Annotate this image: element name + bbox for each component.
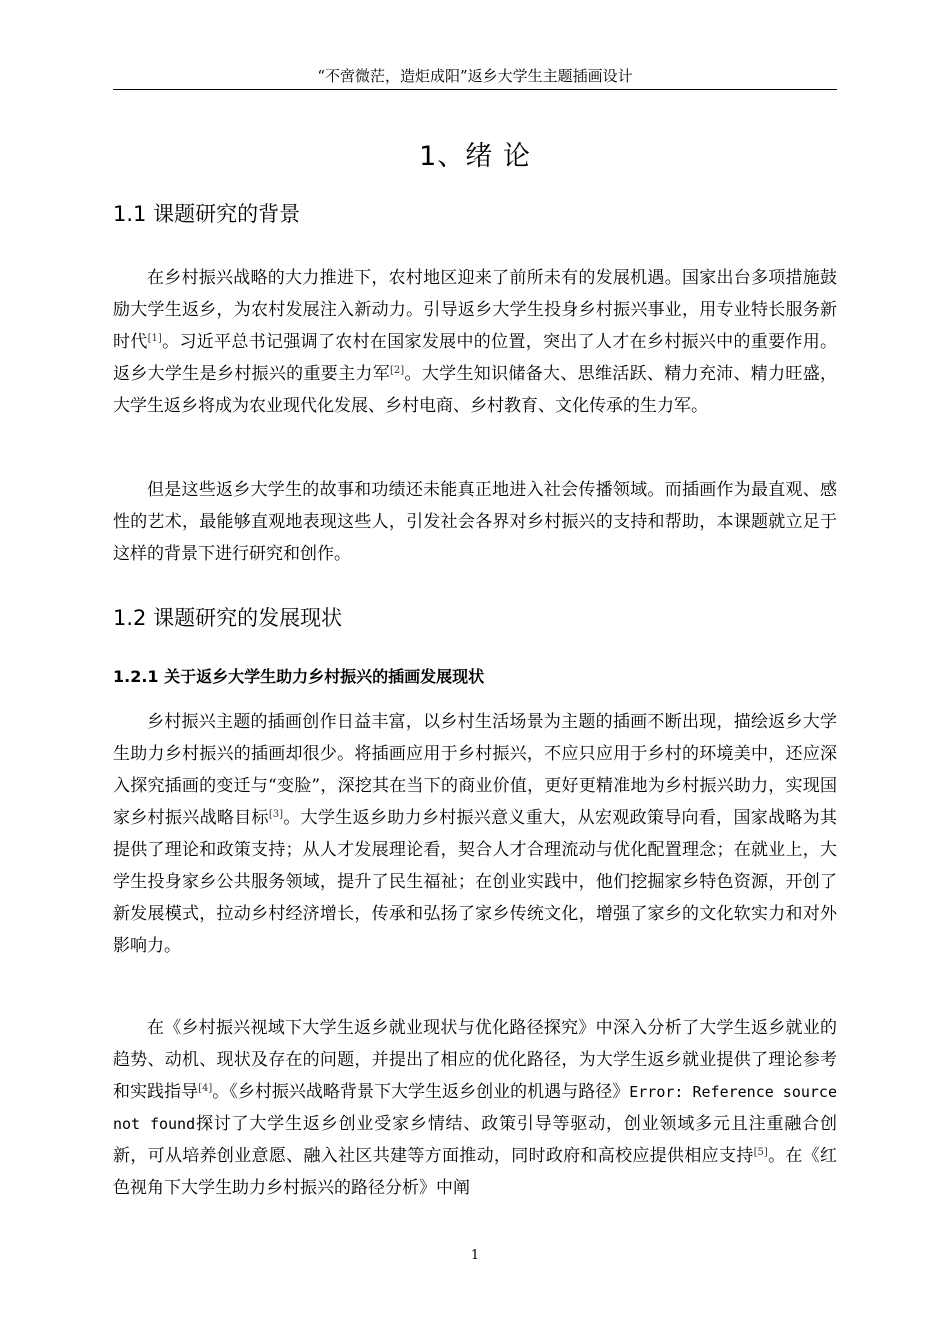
subsection-heading-1-2-1: 1.2.1 关于返乡大学生助力乡村振兴的插画发展现状 (113, 667, 485, 686)
running-header: “不啻微茫，造炬成阳”返乡大学生主题插画设计 (113, 66, 837, 90)
paragraph-background-1: 在乡村振兴战略的大力推进下，农村地区迎来了前所未有的发展机遇。国家出台多项措施鼓励大学生返乡，为农村发展注入新动力。引导返乡大学生投身乡村振兴事业，用专业特长服务新时代[1]。习近平总书记强调了农村在国家发展中的位置，突出了人才在乡村振兴中的重要作用。返乡大学生是乡村振兴的重要主力军[2]。大学生知识储备大、思维活跃、精力充沛、精力旺盛，大学生返乡将成为农业现代化发展、乡村电商、乡村教育、文化传承的生力军。 (113, 268, 838, 416)
section-heading-1-2: 1.2 课题研究的发展现状 (113, 606, 343, 630)
citation-2: [2] (390, 365, 405, 376)
section-heading-1-1: 1.1 课题研究的背景 (113, 202, 301, 226)
citation-4: [4] (198, 1083, 213, 1094)
citation-1: [1] (147, 333, 162, 344)
chapter-title: 1、绪 论 (419, 141, 531, 172)
citation-3: [3] (268, 809, 283, 820)
page-number: 1 (470, 1248, 480, 1263)
paragraph-background-2: 但是这些返乡大学生的故事和功绩还未能真正地进入社会传播领域。而插画作为最直观、感性的艺术，最能够直观地表现这些人，引发社会各界对乡村振兴的支持和帮助，本课题就立足于这样的背景下进行研究和创作。 (113, 480, 837, 564)
paragraph-status-2: 在《乡村振兴视域下大学生返乡就业现状与优化路径探究》中深入分析了大学生返乡就业的趋势、动机、现状及存在的问题，并提出了相应的优化路径，为大学生返乡就业提供了理论参考和实践指导[4]。《乡村振兴战略背景下大学生返乡创业的机遇与路径》Error: Reference source not found探讨了大学生返乡创业受家乡情结、政策引导等驱动，创业领域多元且注重融合创新，可从培养创业意愿、融入社区共建等方面推动，同时政府和高校应提供相应支持[5]。在《红色视角下大学生助力乡村振兴的路径分析》中阐 (113, 1018, 838, 1198)
paragraph-status-1: 乡村振兴主题的插画创作日益丰富，以乡村生活场景为主题的插画不断出现，描绘返乡大学生助力乡村振兴的插画却很少。将插画应用于乡村振兴，不应只应用于乡村的环境美中，还应深入探究插画的变迁与“变脸”，深挖其在当下的商业价值，更好更精准地为乡村振兴助力，实现国家乡村振兴战略目标[3]。大学生返乡助力乡村振兴意义重大，从宏观政策导向看，国家战略为其提供了理论和政策支持；从人才发展理论看，契合人才合理流动与优化配置理念；在就业上，大学生投身家乡公共服务领域，提升了民生福祉；在创业实践中，他们挖掘家乡特色资源，开创了新发展模式，拉动乡村经济增长，传承和弘扬了家乡传统文化，增强了家乡的文化软实力和对外影响力。 (113, 712, 838, 956)
citation-5: [5] (753, 1147, 768, 1158)
reference-error-text: Error: Reference source not found (113, 1083, 837, 1133)
